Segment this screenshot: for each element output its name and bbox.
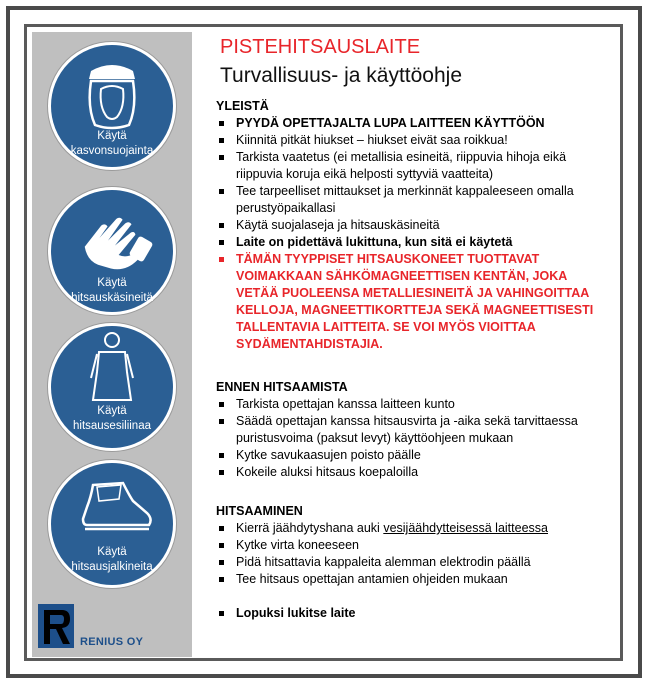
list-item: Tarkista vaatetus (ei metallisia esineitä, riippuvia hihoja eikä riippuvia koruja eikä helposti syttyviä vaatteita) [216,149,608,183]
section-heading-hitsaaminen: HITSAAMINEN [216,504,303,518]
sign-gloves [48,187,176,315]
list-hitsaaminen [216,520,608,588]
list-item: Kiinnitä pitkät hiukset – hiukset eivät saa roikkua! [216,132,608,149]
list-item [216,520,608,537]
list-ennen [216,396,608,481]
list-item: Laite on pidettävä lukittuna, kun sitä ei käytetä [216,234,608,251]
company-logo [36,602,186,652]
sign-face-shield [48,42,176,170]
sign-label-line2: hitsausjalkineita [71,561,153,573]
sign-label-line1: Käytä [97,130,127,142]
sign-label-line1: Käytä [97,277,127,289]
sign-label-line1: Käytä [97,405,127,417]
sign-label-line1: Käytä [97,546,127,558]
list-item: Pidä hitsattavia kappaleita alemman elektrodin päällä [216,554,608,571]
underlined-text: vesijäähdytteisessä laitteessa [383,521,548,535]
list-item: Kokeile aluksi hitsaus koepaloilla [216,464,608,481]
list-item: Lopuksi lukitse laite [216,605,608,622]
list-item: Säädä opettajan kanssa hitsausvirta ja -aika sekä tarvittaessa puristusvoima (paksut levyt) käyttöohjeen mukaan [216,413,608,447]
list-item: Tee hitsaus opettajan antamien ohjeiden mukaan [216,571,608,588]
warning-item: TÄMÄN TYYPPISET HITSAUSKONEET TUOTTAVAT VOIMAKKAAN SÄHKÖMAGNEETTISEN KENTÄN, JOKA VETÄÄ PUOLEENSA METALLIESINEITÄ JA VAHINGOITTAA KELLOJA, MAGNEETTIKORTTEJA SEKÄ MAGNEETTISESTI TALLENTAVIA LAITTEITA. SE VOI MYÖS VIOITTAA SYDÄMENTAHDISTAJIA. [216,251,608,353]
logo-text: RENIUS OY [80,636,144,648]
sign-boots [48,460,176,588]
instructions [216,98,608,622]
page-subtitle: Turvallisuus- ja käyttöohje [220,64,462,87]
list-yleista [216,115,608,353]
sign-apron [48,323,176,451]
list-item: Kytke virta koneeseen [216,537,608,554]
sign-label-line2: kasvonsuojainta [70,145,154,157]
page-title: PISTEHITSAUSLAITE [220,36,421,58]
list-final [216,605,608,622]
sign-label-line2: hitsausesiliinaa [73,420,151,432]
list-item: PYYDÄ OPETTAJALTA LUPA LAITTEEN KÄYTTÖÖN [216,115,608,132]
section-heading-yleista: YLEISTÄ [216,99,269,113]
list-item: Kytke savukaasujen poisto päälle [216,447,608,464]
sign-label-line2: hitsauskäsineitä [71,292,153,304]
logo-mark [36,602,76,650]
list-item: Tee tarpeelliset mittaukset ja merkinnät kappaleeseen omalla perustyöpaikallasi [216,183,608,217]
section-heading-ennen: ENNEN HITSAAMISTA [216,380,348,394]
ppe-sidebar [32,32,192,657]
list-item: Käytä suojalaseja ja hitsauskäsineitä [216,217,608,234]
list-item-text: Kierrä jäähdytyshana auki [236,521,384,535]
list-item: Tarkista opettajan kanssa laitteen kunto [216,396,608,413]
